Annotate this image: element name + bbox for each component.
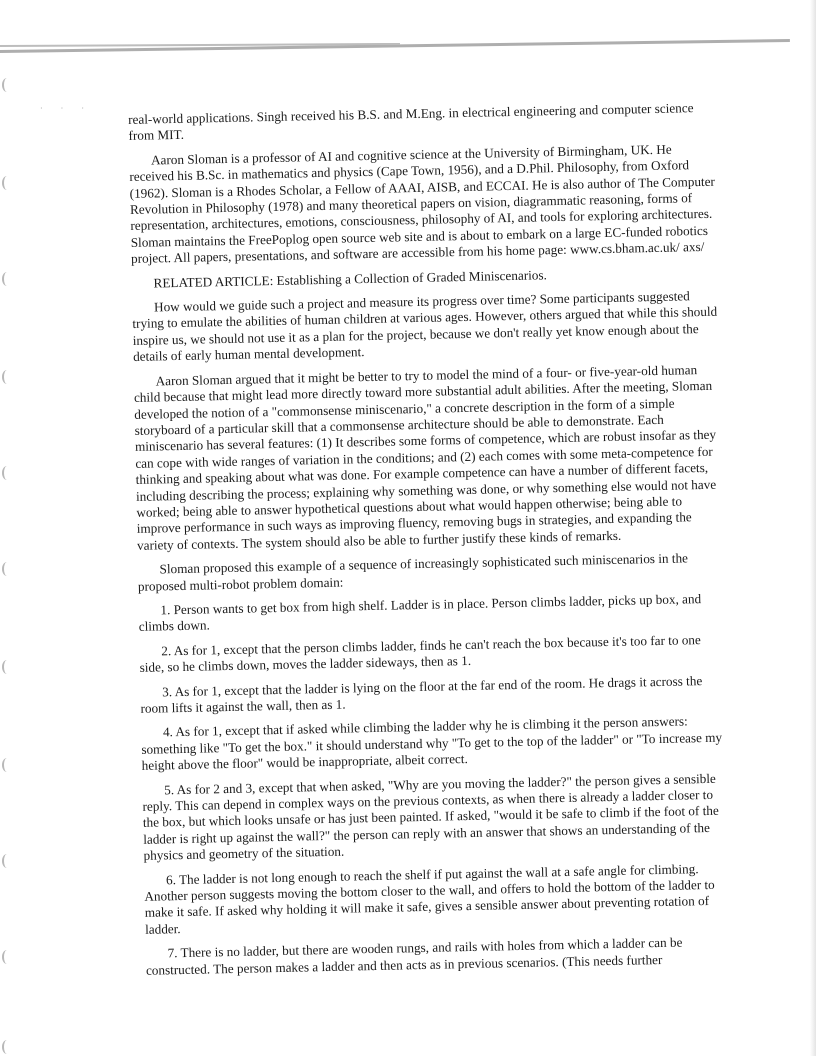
paragraph-sequence-intro: Sloman proposed this example of a sequence of increasingly sophisticated such miniscenarios in the proposed multi-robot problem domain: (137, 550, 689, 594)
binder-hole-mark (2, 950, 12, 964)
scenario-item-2: 2. As for 1, except that the person climbs ladder, finds he can't reach the box because it's too far to one side, so he climbs down, moves the ladder sideways, then as 1. (139, 631, 701, 676)
document-body (128, 100, 734, 987)
binder-hole-mark (2, 272, 12, 286)
scan-specks: · · · (40, 104, 92, 113)
scenario-item-7: 7. There is no ladder, but there are wooden rungs, and rails with holes from which a ladder can be constructed. The person makes a ladder and then acts as in previous scenarios. (This needs further (145, 934, 683, 978)
scenario-item-5: 5. As for 2 and 3, except that when asked, "Why are you moving the ladder?" the person gives a sensible reply. This can depend in complex ways on the previous contexts, as when there is already a ladder closer to the box, but which looks unsafe or has just been painted. If asked, "would it be safe to climb if the foot of the ladder is right up against the wall?" the person can reply with an answer that shows an understanding of the physics and geometry of the situation. (142, 770, 719, 864)
binder-hole-mark (2, 78, 12, 92)
binder-hole-mark (2, 176, 12, 190)
binder-hole-mark (2, 758, 12, 772)
paragraph-guide-project: How would we guide such a project and measure its progress over time? Some participants suggested trying to emulate the abilities of human children at various ages. However, others argued that while this should inspire us, we should not use it as a plan for the project, because we don't really yet know enough about the details of early human mental development. (132, 288, 718, 365)
binder-hole-mark (2, 466, 12, 480)
paragraph-sloman-bio: Aaron Sloman is a professor of AI and cognitive science at the University of Birmingham, UK. He received his B.Sc. in mathematics and physics (Cape Town, 1956), and a D.Phil. Philosophy, from Oxford (1962). Sloman is a Rhodes Scholar, a Fellow of AAAI, AISB, and ECCAI. He is also author of The Computer Revolution in Philosophy (1978) and many theoretical papers on vision, diagrammatic reasoning, forms of representation, architectures, emotions, consciousness, philosophy of AI, and tools for exploring architectures. Sloman maintains the FreePoplog open source web site and is about to embark on a large EC-funded robotics project. All papers, presentations, and software are accessible from his home page: www.cs.bham.ac.uk/ axs/ (129, 141, 716, 267)
scenario-item-3: 3. As for 1, except that the ladder is lying on the floor at the far end of the room. He drags it across the room lifts it against the wall, then as 1. (140, 672, 703, 716)
binder-hole-mark (2, 562, 12, 576)
paragraph-miniscenario-notion: Aaron Sloman argued that it might be better to try to model the mind of a four- or five-year-old human child because that might lead more directly toward more substantial adult abilities. After the meeting, Sloman developed the notion of a "commonsense miniscenario," a concrete description in the form of a simple storyboard of a particular skill that a commonsense architecture should be able to demonstrate. Each miniscenario has several features: (1) It describes some forms of competence, which are robust insofar as they can cope with wide ranges of variation in the conditions; and (2) each comes with some meta-competence for thinking and speaking about what was done. For example competence can have a number of different facets, including describing the process; explaining why something was done, or why something else would not have worked; being able to answer hypothetical questions about what would happen otherwise; being able to improve performance in such ways as improving fluency, removing bugs in strategies, and expanding the variety of contexts. The system should also be able to further justify these kinds of remarks. (133, 361, 717, 553)
paragraph-singh-bio-end: real-world applications. Singh received his B.S. and M.Eng. in electrical engineering and computer science from MIT. (128, 100, 694, 144)
scenario-item-1: 1. Person wants to get box from high shelf. Ladder is in place. Person climbs ladder, picks up box, and climbs down. (138, 591, 702, 635)
scan-artifact-right-edge (810, 0, 816, 1056)
binder-hole-mark (2, 370, 12, 384)
scenario-item-4: 4. As for 1, except that if asked while climbing the ladder why he is climbing it the person answers: something like "To get the box." it should understand why "To get to the top of the ladder" or "To increase my height above the floor" would be inappropriate, albeit correct. (141, 713, 723, 774)
binder-hole-mark (2, 854, 12, 868)
binder-hole-mark (2, 660, 12, 674)
binder-hole-mark (2, 1040, 12, 1054)
scenario-item-6: 6. The ladder is not long enough to reach the shelf if put against the wall at a safe angle for climbing. Another person suggests moving the bottom closer to the wall, and offers to hold the bottom of the ladder to make it safe. If asked why holding it will make it safe, gives a sensible answer about preventing rotation of ladder. (144, 860, 715, 937)
related-article-heading: RELATED ARTICLE: Establishing a Collection of Graded Miniscenarios. (153, 266, 547, 291)
